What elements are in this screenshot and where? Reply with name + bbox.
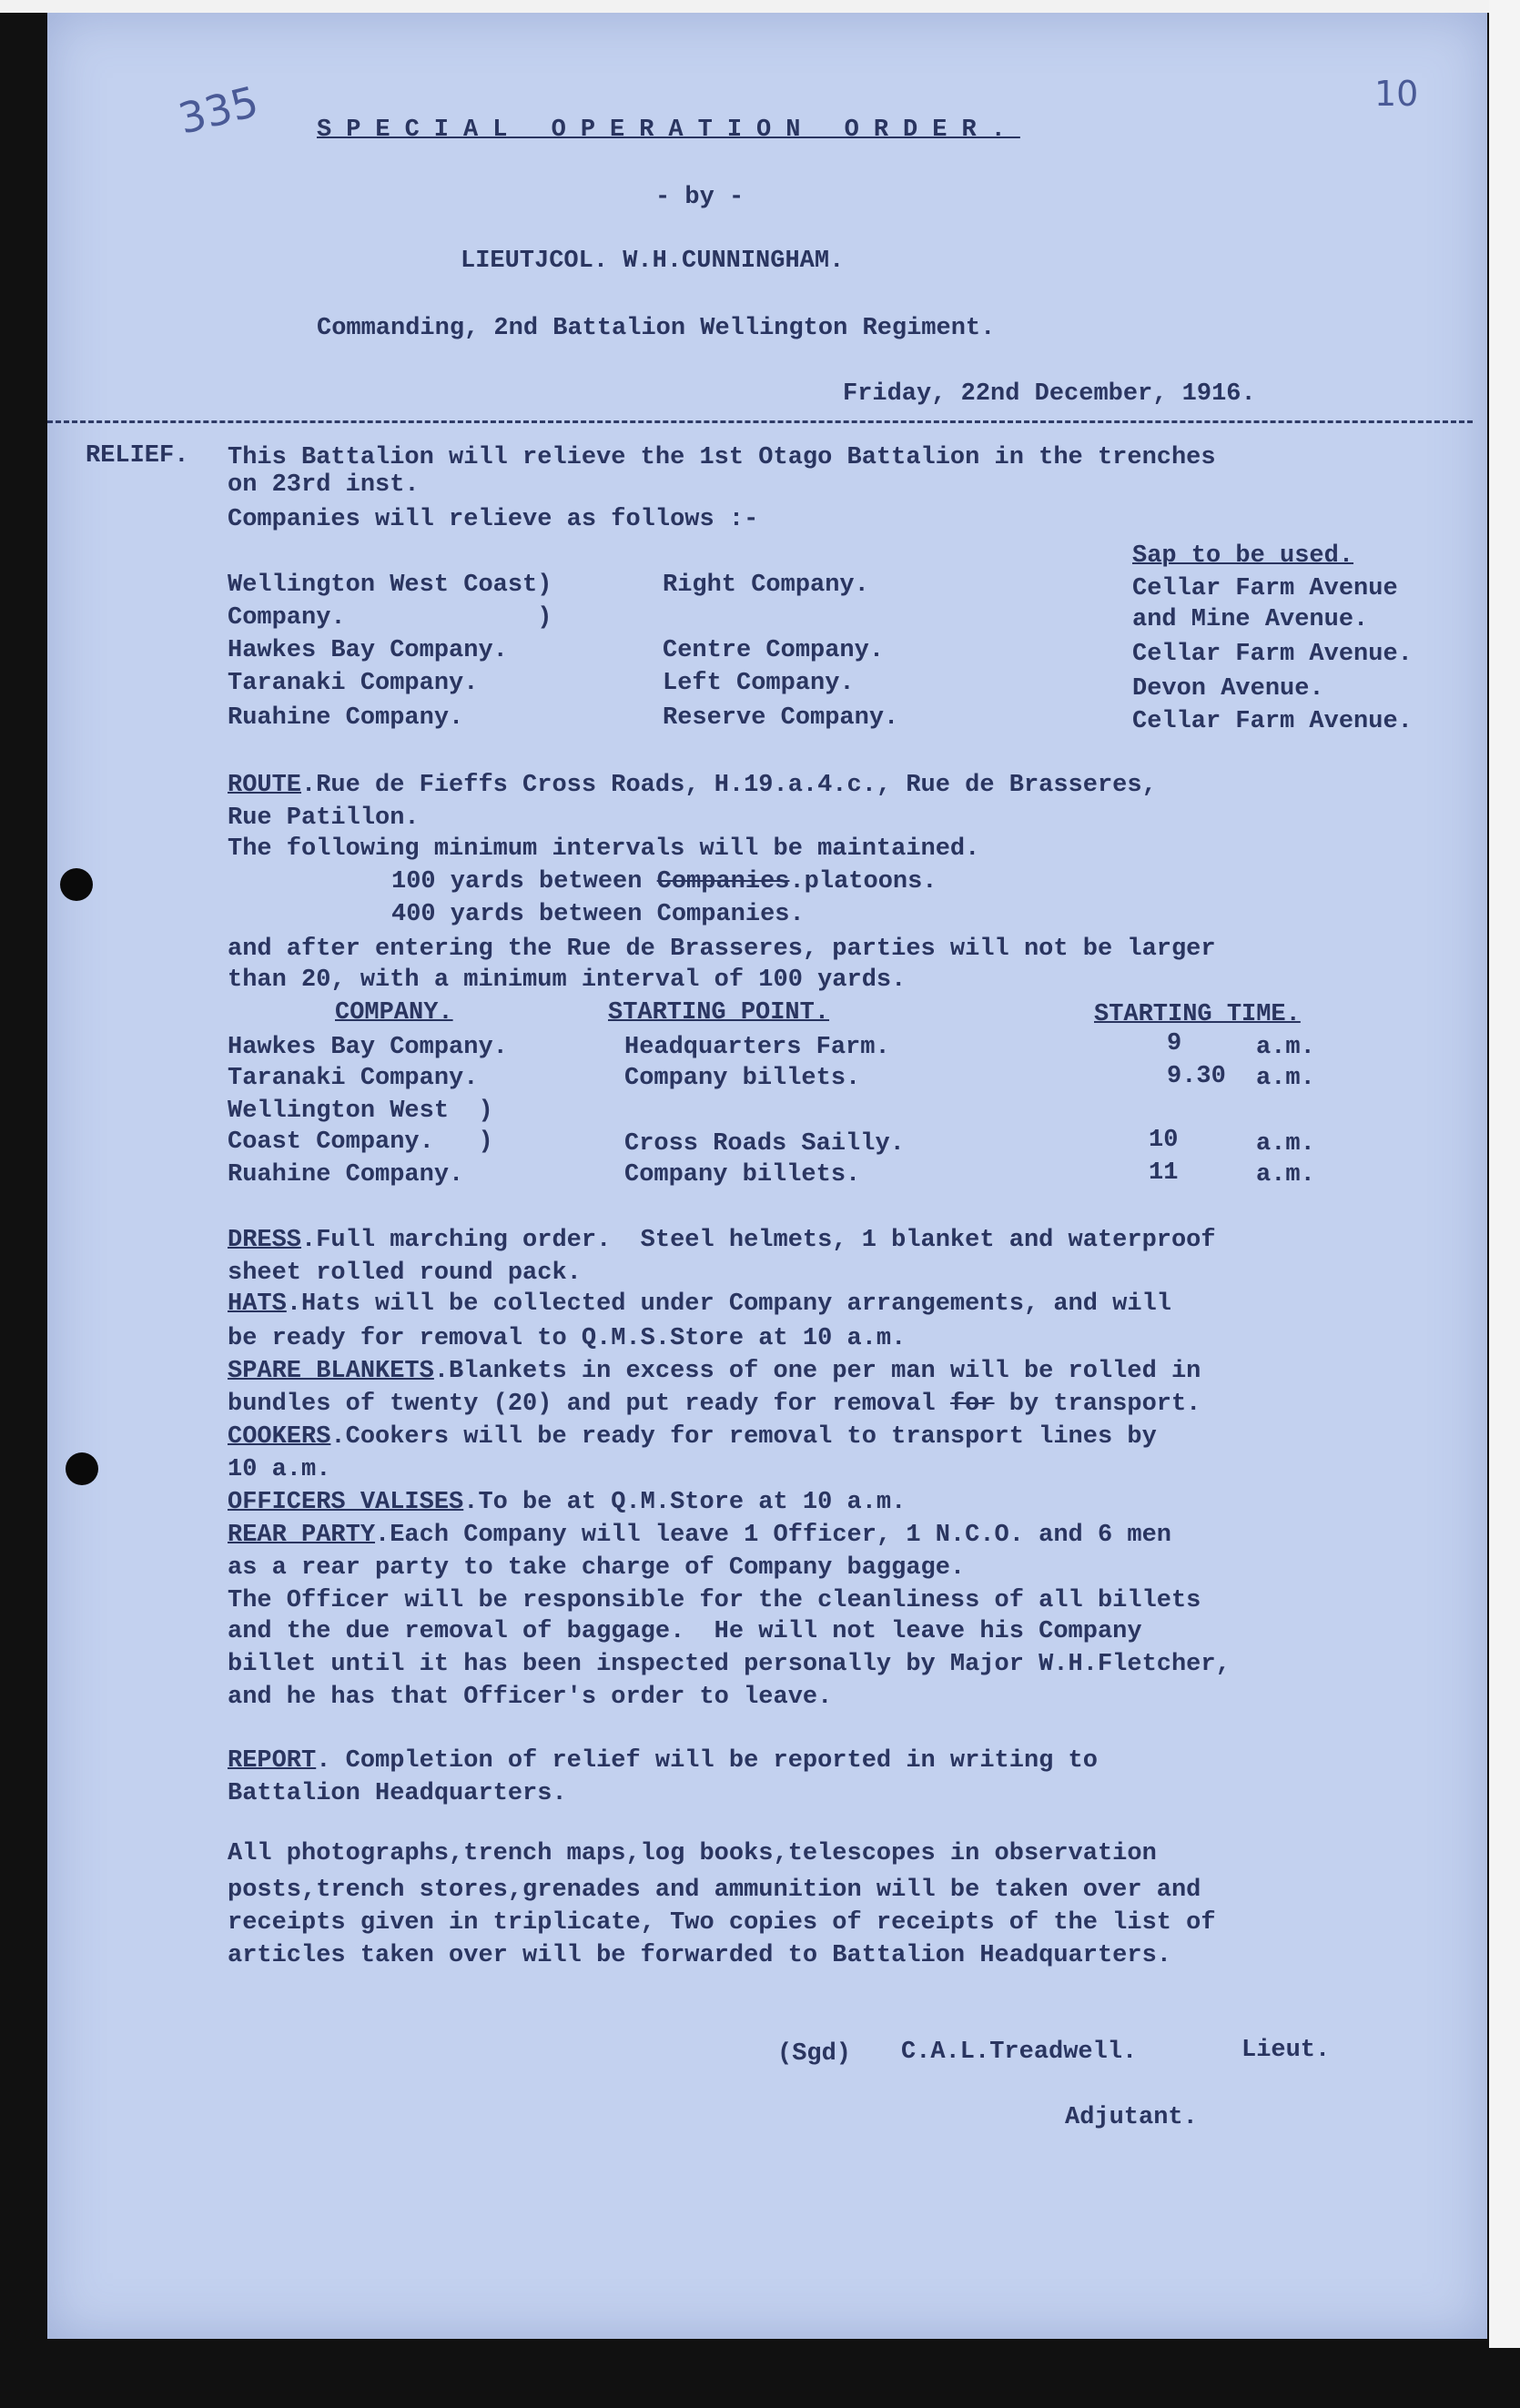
blankets-line-2 [228,1389,1201,1420]
blankets-label: SPARE BLANKETS [228,1358,434,1385]
col-header-starting-time: STARTING TIME. [1094,1001,1301,1028]
relief-sap: and Mine Avenue. [1132,606,1369,633]
signatory-rank: Lieut. [1241,2037,1331,2064]
report-label: REPORT [228,1747,317,1775]
hats-line-2: be ready for removal to Q.M.S.Store at 10 a.m. [228,1325,907,1352]
signatory-name: C.A.L.Treadwell. [901,2039,1138,2066]
stores-line-4: articles taken over will be forwarded to Battalion Headquarters. [228,1942,1171,1969]
by-line: - by - [655,184,745,211]
route-paragraph [228,770,1157,801]
relief-sap: Devon Avenue. [1132,675,1324,703]
rear-party-label: REAR PARTY [228,1522,376,1549]
rear-party-line-3: The Officer will be responsible for the cleanliness of all billets [228,1587,1201,1614]
rear-party-paragraph [228,1520,1171,1551]
valises-label: OFFICERS VALISES [228,1489,464,1516]
rear-party-line-4: and the due removal of baggage. He will not leave his Company [228,1618,1142,1645]
start-company: Hawkes Bay Company. [228,1034,508,1061]
start-point: Company billets. [624,1065,861,1092]
blankets-line-2-text: bundles of twenty (20) and put ready for removal [228,1391,950,1418]
start-point: Cross Roads Sailly. [624,1130,905,1158]
start-ampm: a.m. [1256,1130,1315,1158]
relief-company: Company. ) [228,604,552,632]
page-number: 10 [1374,74,1419,114]
valises-paragraph [228,1487,906,1518]
start-point: Headquarters Farm. [624,1034,890,1061]
hats-paragraph [228,1289,1171,1320]
start-point: Company billets. [624,1161,861,1189]
command-line: Commanding, 2nd Battalion Wellington Regiment. [317,315,996,342]
rear-party-line-2: as a rear party to take charge of Company baggage. [228,1554,966,1582]
col-header-company: COMPANY. [335,999,453,1027]
relief-label: RELIEF. [86,442,189,470]
punch-hole-upper [60,868,93,901]
rear-party-line-1: .Each Company will leave 1 Officer, 1 N.C.O. and 6 men [375,1522,1171,1549]
interval-platoons [391,866,937,897]
blankets-line-1: .Blankets in excess of one per man will be rolled in [433,1358,1201,1385]
route-label: ROUTE [228,772,302,799]
signed-mark: (Sgd) [777,2040,852,2068]
route-line-3: The following minimum intervals will be maintained. [228,835,980,863]
start-company: Wellington West ) [228,1098,493,1125]
relief-line-2: on 23rd inst. [228,471,420,499]
route-line-2: Rue Patillon. [228,804,420,832]
blankets-paragraph [228,1356,1201,1387]
start-time: 11 [1149,1159,1179,1187]
relief-company: Ruahine Company. [228,704,464,732]
relief-sap: Cellar Farm Avenue. [1132,708,1413,735]
relief-sap: Cellar Farm Avenue [1132,575,1398,602]
start-ampm: a.m. [1256,1161,1315,1189]
right-margin [1489,0,1520,2348]
author-line: LIEUTJCOL. W.H.CUNNINGHAM. [461,248,845,275]
route-line-5: than 20, with a minimum interval of 100 yards. [228,966,907,994]
route-line-4: and after entering the Rue de Brasseres, parties will not be larger [228,936,1216,963]
relief-position: Left Company. [663,670,855,697]
start-company: Coast Company. ) [228,1128,493,1156]
folio-number: 335 [173,76,264,144]
section-divider [47,420,1473,423]
struck-companies: Companies [656,868,790,895]
hats-label: HATS [228,1290,287,1318]
sap-heading: Sap to be used. [1132,542,1354,570]
blankets-line-2-end: by transport. [994,1391,1201,1418]
top-margin [0,0,1520,13]
cookers-paragraph [228,1422,1157,1452]
valises-line-1: .To be at Q.M.Store at 10 a.m. [463,1489,907,1516]
interval-platoons-text: 100 yards between [391,868,657,895]
order-title: SPECIAL OPERATION ORDER. [317,116,1020,144]
order-date: Friday, 22nd December, 1916. [843,380,1256,408]
route-line-1: .Rue de Fieffs Cross Roads, H.19.a.4.c., Rue de Brasseres, [301,772,1157,799]
col-header-starting-point: STARTING POINT. [608,999,830,1027]
interval-companies: 400 yards between Companies. [391,901,805,928]
cookers-line-1: .Cookers will be ready for removal to transport lines by [330,1423,1157,1451]
start-company: Ruahine Company. [228,1161,464,1189]
dress-line-1: .Full marching order. Steel helmets, 1 blanket and waterproof [301,1227,1216,1254]
relief-line-1: This Battalion will relieve the 1st Otago Battalion in the trenches [228,444,1216,471]
report-paragraph [228,1745,1098,1776]
relief-line-3: Companies will relieve as follows :- [228,506,759,533]
stores-line-1: All photographs,trench maps,log books,telescopes in observation [228,1840,1157,1867]
start-time: 9.30 [1167,1063,1226,1090]
relief-sap: Cellar Farm Avenue. [1132,641,1413,668]
stores-line-2: posts,trench stores,grenades and ammunition will be taken over and [228,1877,1201,1904]
dress-line-2: sheet rolled round pack. [228,1260,582,1287]
rear-party-line-5: billet until it has been inspected personally by Major W.H.Fletcher, [228,1651,1231,1678]
relief-company: Taranaki Company. [228,670,479,697]
start-ampm: a.m. [1256,1034,1315,1061]
interval-platoons-correction: .platoons. [789,868,937,895]
start-time: 9 [1167,1030,1182,1057]
dress-label: DRESS [228,1227,302,1254]
stores-line-3: receipts given in triplicate, Two copies of receipts of the list of [228,1909,1216,1937]
struck-for: for [949,1391,995,1418]
start-ampm: a.m. [1256,1065,1315,1092]
start-time: 10 [1149,1127,1179,1154]
punch-hole-lower [66,1452,98,1485]
cookers-label: COOKERS [228,1423,331,1451]
hats-line-1: .Hats will be collected under Company arrangements, and will [286,1290,1171,1318]
relief-position: Right Company. [663,572,869,599]
report-line-1: . Completion of relief will be reported in writing to [316,1747,1098,1775]
relief-position: Reserve Company. [663,704,899,732]
dress-paragraph [228,1225,1216,1256]
report-line-2: Battalion Headquarters. [228,1780,567,1807]
cookers-line-2: 10 a.m. [228,1456,331,1483]
rear-party-line-6: and he has that Officer's order to leave. [228,1684,833,1711]
signatory-role: Adjutant. [1065,2104,1198,2131]
relief-company: Hawkes Bay Company. [228,637,508,664]
relief-company: Wellington West Coast) [228,572,552,599]
start-company: Taranaki Company. [228,1065,479,1092]
relief-position: Centre Company. [663,637,885,664]
